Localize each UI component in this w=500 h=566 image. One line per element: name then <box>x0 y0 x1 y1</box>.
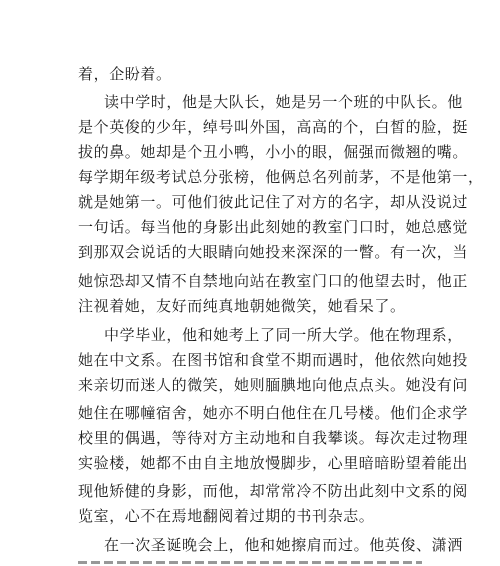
text-line: 到那双会说话的大眼睛向她投来深深的一瞥。有一次，当 <box>78 243 469 261</box>
text-line: 她惊恐却又情不自禁地向站在教室门口的他望去时，他正 <box>78 272 469 290</box>
text-line: 现他矫健的身影，而他，却常常冷不防出此刻中文系的阅 <box>78 482 469 500</box>
cropped-next-line <box>78 560 422 566</box>
text-line: 拔的鼻。她却是个丑小鸭，小小的眼，倔强而微翘的嘴。 <box>78 143 469 161</box>
text-line: 她住在哪幢宿舍，她亦不明白他住在几号楼。他们企求学 <box>78 404 469 422</box>
text-line: 来亲切而迷人的微笑，她则腼腆地向他点点头。她没有问 <box>78 376 469 394</box>
text-line: 每学期年级考试总分张榜，他俩总名列前茅，不是他第一， <box>78 168 484 186</box>
text-line: 实验楼，她都不由自主地放慢脚步，心里暗暗盼望着能出 <box>78 454 469 472</box>
text-line: 校里的偶遇，等待对方主动地和自我攀谈。每次走过物理 <box>78 429 469 447</box>
text-line: 是个英俊的少年，绰号叫外国，高高的个，白皙的脸，挺 <box>78 118 469 136</box>
text-line: 一句话。每当他的身影出此刻她的教室门口时，她总感觉 <box>78 218 469 236</box>
text-line: 就是她第一。可他们彼此记住了对方的名字，却从没说过 <box>78 193 469 211</box>
paragraph-first-line: 中学毕业，他和她考上了同一所大学。他在物理系， <box>104 326 463 344</box>
text-line: 注视着她，友好而纯真地朝她微笑，她看呆了。 <box>78 297 406 315</box>
text-line: 她在中文系。在图书馆和食堂不期而遇时，他依然向她投 <box>78 351 469 369</box>
text-line: 着，企盼着。 <box>78 65 172 83</box>
text-line: 览室，心不在焉地翻阅着过期的书刊杂志。 <box>78 507 375 525</box>
paragraph-first-line: 在一次圣诞晚会上，他和她擦肩而过。他英俊、潇洒 <box>104 536 463 554</box>
paragraph-first-line: 读中学时，他是大队长，她是另一个班的中队长。他 <box>104 93 463 111</box>
